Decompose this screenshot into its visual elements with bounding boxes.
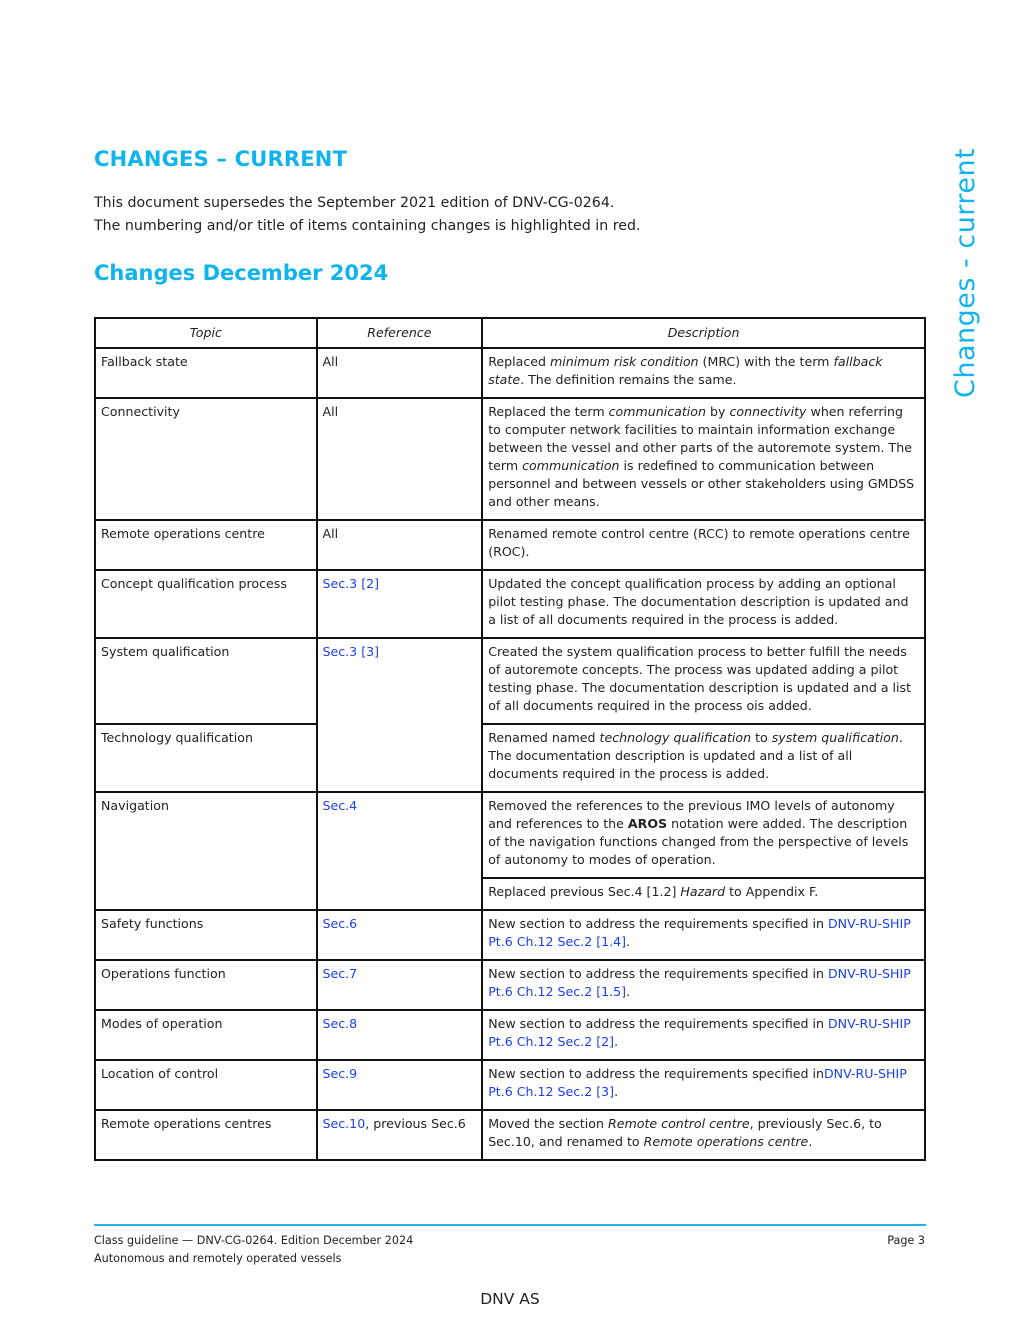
rule-link[interactable]: DNV-RU-SHIP Pt.6 Ch.12 Sec.2 [2] (488, 1016, 911, 1049)
topic-cell: Remote operations centres (95, 1110, 317, 1160)
topic-cell: Fallback state (95, 348, 317, 398)
topic-cell: Modes of operation (95, 1010, 317, 1060)
section-title: Changes December 2024 (94, 261, 389, 285)
reference-link[interactable]: Sec.4 (322, 798, 358, 813)
column-header-topic: Topic (95, 318, 317, 348)
description-cell: Replaced minimum risk condition (MRC) with the term fallback state. The definition remains the same. (482, 348, 925, 398)
topic-cell: Remote operations centre (95, 520, 317, 570)
reference-link[interactable]: Sec.6 (322, 916, 358, 931)
description-cell: New section to address the requirements specified inDNV-RU-SHIP Pt.6 Ch.12 Sec.2 [3]. (482, 1060, 925, 1110)
description-cell: Moved the section Remote control centre, previously Sec.6, to Sec.10, and renamed to Remote operations centre. (482, 1110, 925, 1160)
description-cell: Replaced previous Sec.4 [1.2] Hazard to Appendix F. (482, 878, 925, 910)
reference-link[interactable]: Sec.3 [2] (322, 576, 380, 591)
description-cell: Renamed named technology qualification to system qualification. The documentation description is updated and a list of all documents required in the process is added. (482, 724, 925, 792)
table-row (95, 724, 925, 792)
table-header-row (95, 318, 925, 348)
topic-cell: Location of control (95, 1060, 317, 1110)
changes-table (94, 317, 926, 1161)
reference-cell (317, 1010, 483, 1060)
table-row (95, 520, 925, 570)
description-cell: Updated the concept qualification process by adding an optional pilot testing phase. The documentation description is updated and a list of all documents required in the process is added. (482, 570, 925, 638)
topic-cell: Connectivity (95, 398, 317, 520)
reference-cell (317, 1060, 483, 1110)
reference-cell (317, 960, 483, 1010)
reference-link[interactable]: Sec.10 (322, 1116, 366, 1131)
reference-link[interactable]: Sec.8 (322, 1016, 358, 1031)
footer-document-info (94, 1232, 413, 1268)
description-cell: Removed the references to the previous IMO levels of autonomy and references to the AROS notation were added. The description of the navigation functions changed from the perspective of levels of autonomy to modes of operation. (482, 792, 925, 878)
reference-link[interactable]: Sec.3 [3] (322, 644, 380, 659)
table-row (95, 910, 925, 960)
topic-cell: Technology qualification (95, 724, 317, 792)
description-cell: New section to address the requirements specified in DNV-RU-SHIP Pt.6 Ch.12 Sec.2 [1.5]. (482, 960, 925, 1010)
table-row (95, 570, 925, 638)
footer-divider (94, 1224, 926, 1226)
footer-document-title: Autonomous and remotely operated vessels (94, 1252, 342, 1265)
topic-cell: Concept qualification process (95, 570, 317, 638)
reference-cell: All (317, 348, 483, 398)
footer-edition: Class guideline — DNV-CG-0264. Edition December 2024 (94, 1234, 414, 1247)
table-row (95, 348, 925, 398)
description-cell: Created the system qualification process to better fulfill the needs of autoremote concepts. The process was updated adding a pilot testing phase. The documentation description is updated and a list of all documents required in the process ois added. (482, 638, 925, 724)
table-row (95, 398, 925, 520)
column-header-description: Description (482, 318, 925, 348)
topic-cell: Navigation (95, 792, 317, 910)
topic-cell: Operations function (95, 960, 317, 1010)
side-section-label: Changes - current (950, 147, 981, 398)
rule-link[interactable]: DNV-RU-SHIP Pt.6 Ch.12 Sec.2 [1.5] (488, 966, 911, 999)
rule-link[interactable]: DNV-RU-SHIP Pt.6 Ch.12 Sec.2 [3] (488, 1066, 907, 1099)
rule-link[interactable]: DNV-RU-SHIP Pt.6 Ch.12 Sec.2 [1.4] (488, 916, 911, 949)
table-row (95, 1060, 925, 1110)
reference-cell: Sec.10, previous Sec.6 (317, 1110, 483, 1160)
reference-link[interactable]: Sec.9 (322, 1066, 358, 1081)
reference-link[interactable]: Sec.7 (322, 966, 358, 981)
page-title: CHANGES – CURRENT (94, 147, 348, 171)
intro-line: This document supersedes the September 2021 edition of DNV-CG-0264. (94, 195, 615, 211)
company-name: DNV AS (480, 1290, 540, 1308)
description-cell: New section to address the requirements specified in DNV-RU-SHIP Pt.6 Ch.12 Sec.2 [1.4]. (482, 910, 925, 960)
intro-text (94, 192, 641, 238)
reference-cell (317, 910, 483, 960)
table-row (95, 792, 925, 878)
page-number: Page 3 (887, 1234, 925, 1247)
table-row (95, 960, 925, 1010)
table-row (95, 1010, 925, 1060)
topic-cell: System qualification (95, 638, 317, 724)
description-cell: Renamed remote control centre (RCC) to remote operations centre (ROC). (482, 520, 925, 570)
reference-cell (317, 638, 483, 792)
description-cell: New section to address the requirements specified in DNV-RU-SHIP Pt.6 Ch.12 Sec.2 [2]. (482, 1010, 925, 1060)
description-cell: Replaced the term communication by connectivity when referring to computer network facilities to maintain information exchange between the vessel and other parts of the autoremote system. The term communication is redefined to communication between personnel and between vessels or other stakeholders using GMDSS and other means. (482, 398, 925, 520)
reference-cell (317, 570, 483, 638)
column-header-reference: Reference (317, 318, 483, 348)
reference-cell: All (317, 520, 483, 570)
reference-cell: All (317, 398, 483, 520)
intro-line: The numbering and/or title of items containing changes is highlighted in red. (94, 218, 641, 234)
table-row (95, 638, 925, 724)
reference-cell (317, 792, 483, 910)
table-row (95, 1110, 925, 1160)
topic-cell: Safety functions (95, 910, 317, 960)
